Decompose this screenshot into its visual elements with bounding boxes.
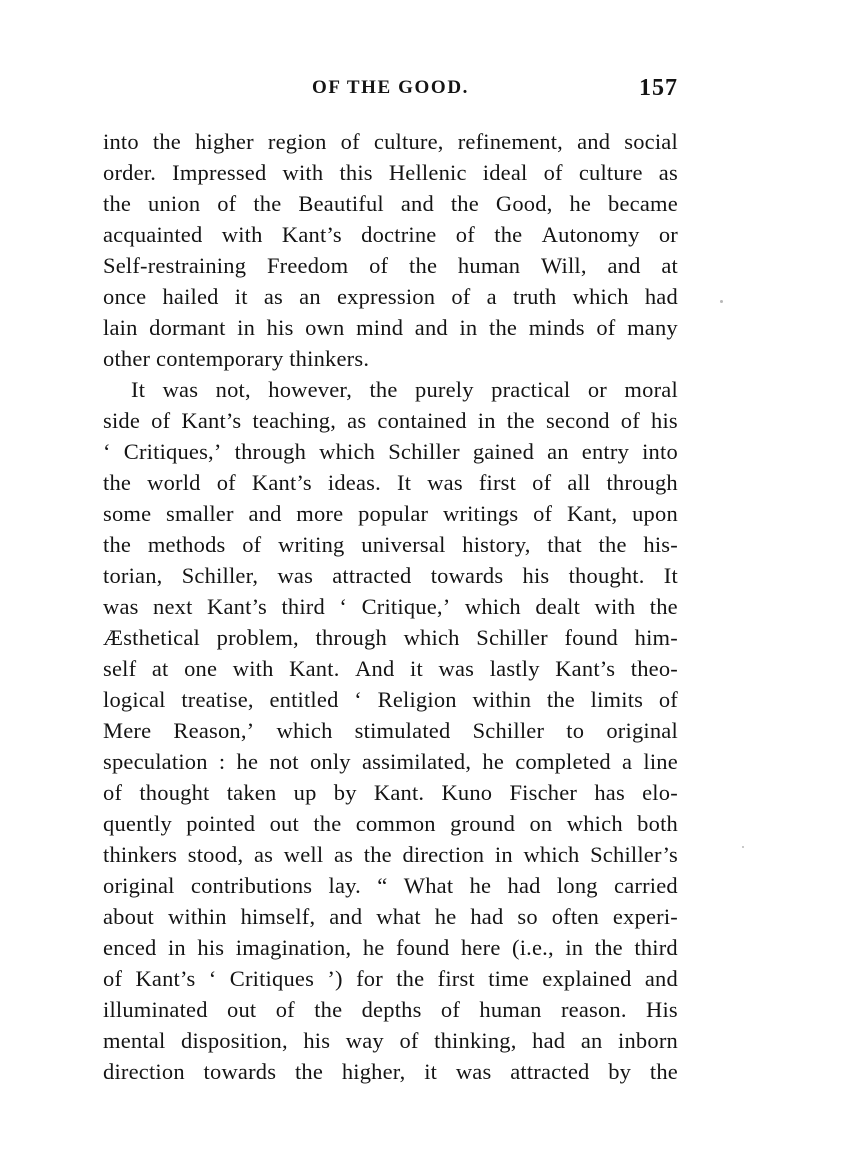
text-line: the methods of writing universal history, that the his- xyxy=(103,532,678,557)
text-line: order. Impressed with this Hellenic ideal of culture as xyxy=(103,160,678,185)
text-line: ‘ Critiques,’ through which Schiller gained an entry into xyxy=(103,439,678,464)
text-line: direction towards the higher, it was attracted by the xyxy=(103,1059,678,1084)
scan-speck xyxy=(720,300,723,303)
page-number: 157 xyxy=(639,75,678,101)
text-line: enced in his imagination, he found here (i.e., in the third xyxy=(103,935,678,960)
text-line: side of Kant’s teaching, as contained in the second of his xyxy=(103,408,678,433)
text-line: of thought taken up by Kant. Kuno Fischer has elo- xyxy=(103,780,678,805)
text-line: into the higher region of culture, refinement, and social xyxy=(103,129,678,154)
text-line: It was not, however, the purely practical or moral xyxy=(131,377,678,402)
running-head xyxy=(103,68,678,108)
text-line: other contemporary thinkers. xyxy=(103,346,370,371)
text-line: speculation : he not only assimilated, he completed a line xyxy=(103,749,678,774)
text-line: illuminated out of the depths of human reason. His xyxy=(103,997,678,1022)
text-line: self at one with Kant. And it was lastly Kant’s theo- xyxy=(103,656,678,681)
text-line: quently pointed out the common ground on which both xyxy=(103,811,678,836)
text-line: once hailed it as an expression of a truth which had xyxy=(103,284,678,309)
text-line: lain dormant in his own mind and in the minds of many xyxy=(103,315,678,340)
text-line: the world of Kant’s ideas. It was first of all through xyxy=(103,470,678,495)
body-text xyxy=(103,126,678,1087)
text-line: about within himself, and what he had so often experi- xyxy=(103,904,678,929)
text-line: thinkers stood, as well as the direction in which Schiller’s xyxy=(103,842,678,867)
text-line: acquainted with Kant’s doctrine of the Autonomy or xyxy=(103,222,678,247)
text-line: Æsthetical problem, through which Schiller found him- xyxy=(103,625,678,650)
text-line: Mere Reason,’ which stimulated Schiller to original xyxy=(103,718,678,743)
scan-speck xyxy=(742,846,744,848)
text-line: Self-restraining Freedom of the human Will, and at xyxy=(103,253,678,278)
text-line: was next Kant’s third ‘ Critique,’ which dealt with the xyxy=(103,594,678,619)
text-line: original contributions lay. “ What he had long carried xyxy=(103,873,678,898)
text-line: logical treatise, entitled ‘ Religion within the limits of xyxy=(103,687,678,712)
text-line: torian, Schiller, was attracted towards his thought. It xyxy=(103,563,678,588)
text-line: of Kant’s ‘ Critiques ’) for the first time explained and xyxy=(103,966,678,991)
running-title: OF THE GOOD. xyxy=(312,77,469,98)
text-line: mental disposition, his way of thinking, had an inborn xyxy=(103,1028,678,1053)
text-line: some smaller and more popular writings of Kant, upon xyxy=(103,501,678,526)
text-line: the union of the Beautiful and the Good, he became xyxy=(103,191,678,216)
